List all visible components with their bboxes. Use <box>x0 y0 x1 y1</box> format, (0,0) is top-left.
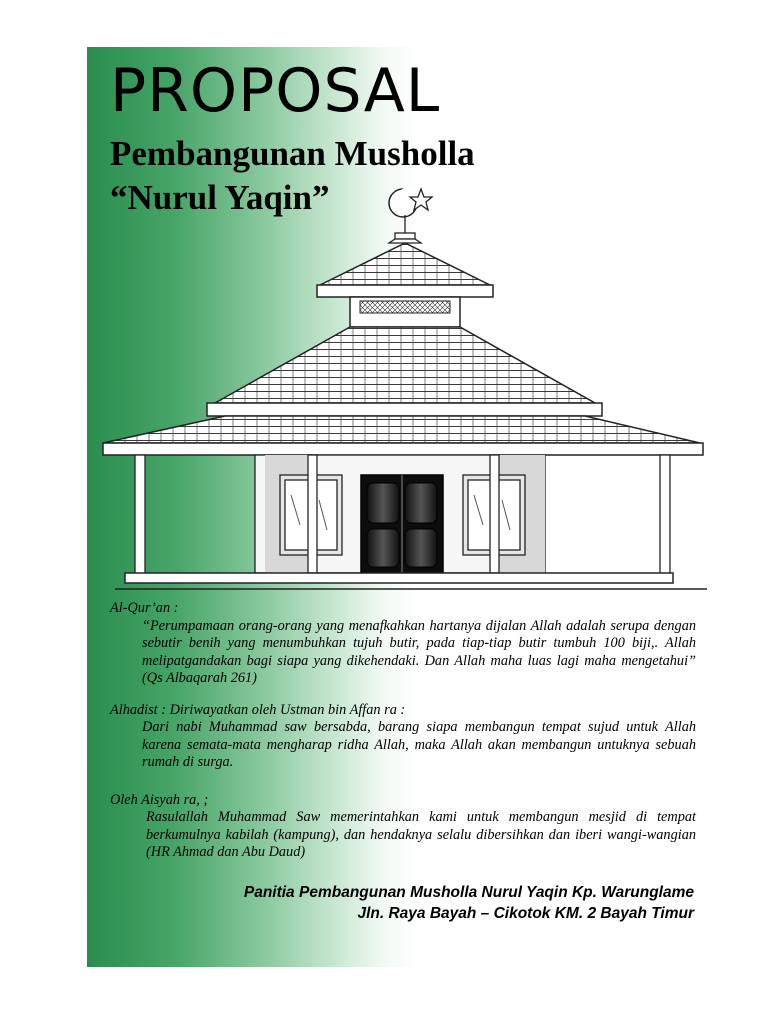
quote-quran <box>110 600 696 688</box>
quote-heading: Al-Qur’an : <box>110 600 179 616</box>
subtitle-line-1: Pembangunan Musholla <box>110 134 475 173</box>
quote-aisyah <box>110 792 696 862</box>
committee-footer <box>244 882 694 924</box>
document-title: PROPOSAL <box>110 56 441 126</box>
quote-text: “Perumpamaan orang-orang yang menafkahkan hartanya dijalan Allah adalah serupa dengan sebutir benih yang menumbuhkan tujuh butir, pada tiap-tiap butir tumbuh 100 biji,. Allah melipatgandakan bagi siapa yang dikehendaki. Dan Allah maha luas lagi maha mengetahui” (Qs Albaqarah 261) <box>142 617 696 686</box>
lantern-vent <box>360 301 450 313</box>
lower-roof <box>103 416 700 443</box>
middle-roof <box>215 327 595 403</box>
quote-text: Rasulallah Muhammad Saw memerintahkan kami untuk membangun mesjid di tempat berkumulnya kabilah (kampung), dan hendaknya selalu dibersihkan dan iberi wangi-wangian (HR Ahmad dan Abu Daud) <box>146 809 696 860</box>
top-roof-eave <box>317 285 493 297</box>
committee-address: Jln. Raya Bayah – Cikotok KM. 2 Bayah Timur <box>357 905 694 922</box>
quote-heading: Alhadist : Diriwayatkan oleh Ustman bin Affan ra : <box>110 701 406 718</box>
floor-base <box>115 573 707 589</box>
quote-text: Dari nabi Muhammad saw bersabda, barang siapa membangun tempat sujud untuk Allah karena semata-mata mengharap ridha Allah, maka Allah akan membangun untuknya sebuah rumah di surga. <box>142 719 696 770</box>
musholla-illustration <box>95 175 715 595</box>
main-door <box>361 475 443 573</box>
middle-roof-eave <box>207 403 602 416</box>
lower-roof-eave <box>103 443 703 455</box>
committee-name: Panitia Pembangunan Musholla Nurul Yaqin Kp. Warunglame <box>243 884 694 901</box>
quote-heading: Oleh Aisyah ra, ; <box>110 791 209 808</box>
quote-hadist <box>110 702 696 772</box>
crescent-star-icon <box>389 187 432 217</box>
top-roof <box>320 243 490 285</box>
quotes-section <box>110 600 696 876</box>
subtitle-line-2: “Nurul Yaqin” <box>110 178 330 217</box>
roof-finial <box>389 215 421 243</box>
